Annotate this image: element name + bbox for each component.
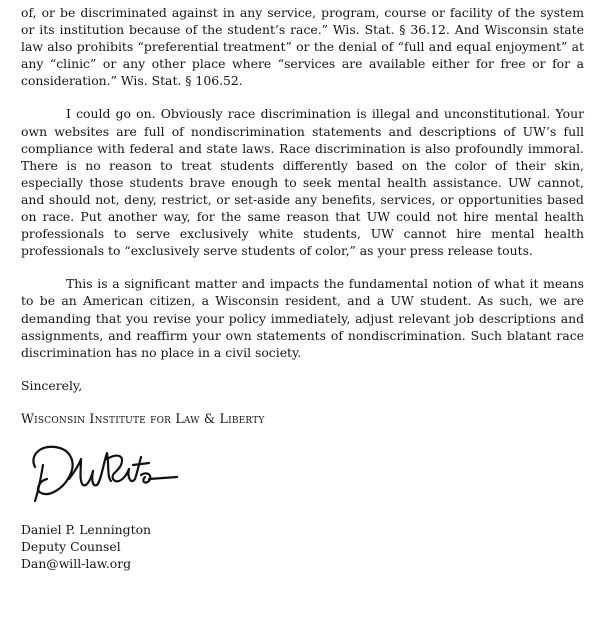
closing-gap [21, 394, 584, 410]
signer-title: Deputy Counsel [21, 539, 121, 555]
paragraph-gap [21, 89, 584, 105]
signer-email: Dan@will-law.org [21, 556, 132, 572]
organization-name: Wisconsin Institute for Law & Liberty [21, 410, 265, 426]
paragraph-gap [21, 361, 584, 377]
body-paragraph-2: I could go on. Obviously race discrimination is illegal and unconstitutional. Your own websites are full of nondiscrimination statements and descriptions of UW’s full compliance with federal and state laws. Race discrimination is also profoundly immoral. There is no reason to treat students differently based on the color of their skin, especially those students brave enough to seek mental health assistance. UW cannot, and should not, deny, restrict, or set-aside any benefits, services, or opportunities based on race. Put another way, for the same reason that UW could not hire mental health professionals to serve exclusively white students, UW cannot hire mental health professionals to “exclusively serve students of color,” as your press release touts. [21, 106, 584, 259]
closing-salutation: Sincerely, [21, 377, 83, 393]
body-paragraph-3: This is a significant matter and impacts the fundamental notion of what it means to be an American citizen, a Wisconsin resident, and a UW student. As such, we are demanding that you revise your policy immediately, adjust relevant job descriptions and assignments, and reaffirm your own statements of nondiscrimination. Such blatant race discrimination has no place in a civil society. [21, 276, 584, 360]
signer-name: Daniel P. Lennington [21, 521, 152, 537]
signature-block [21, 521, 584, 573]
handwritten-signature-icon [21, 435, 181, 513]
body-paragraph-1: of, or be discriminated against in any service, program, course or facility of the system or its institution because of the student’s race.” Wis. Stat. § 36.12. And Wisconsin state law also prohibits “preferential treatment” or the denial of “full and equal enjoyment” at any “clinic” or any other place where “services are available either for free or for a consideration.” Wis. Stat. § 106.52. [21, 5, 584, 89]
paragraph-gap [21, 259, 584, 275]
